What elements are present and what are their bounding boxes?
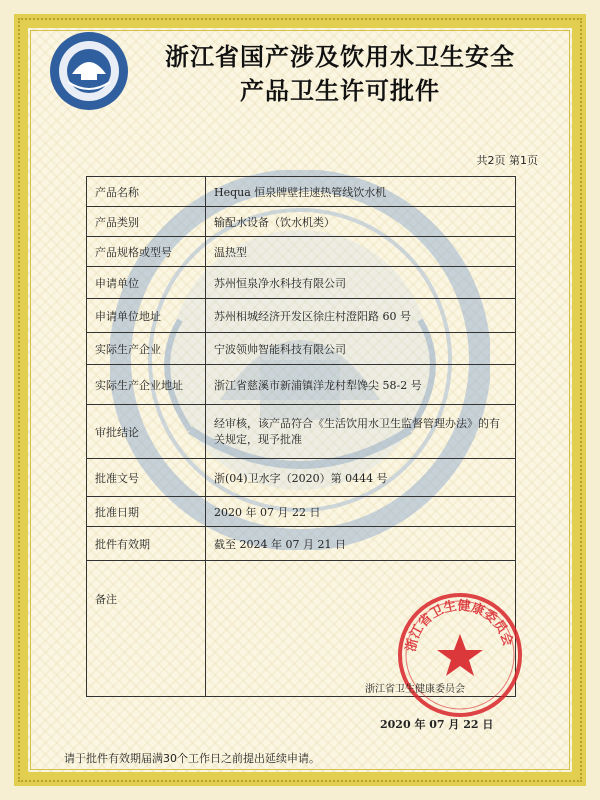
row-value: 浙江省慈溪市新浦镇洋龙村犁馋尖 58-2 号	[206, 365, 516, 405]
row-value: 经审核，该产品符合《生活饮用水卫生监督管理办法》的有关规定，现予批准	[206, 405, 516, 459]
row-label: 产品名称	[87, 177, 206, 207]
table-row	[87, 299, 516, 333]
row-label: 产品规格或型号	[87, 237, 206, 267]
row-value: Hequa 恒泉牌壁挂速热管线饮水机	[206, 177, 516, 207]
row-label: 备注	[87, 561, 206, 697]
table-row	[87, 497, 516, 527]
row-value: 温热型	[206, 237, 516, 267]
official-seal	[395, 590, 525, 720]
title-line-1: 浙江省国产涉及饮用水卫生安全	[165, 43, 515, 71]
row-value: 苏州相城经济开发区徐庄村澄阳路 60 号	[206, 299, 516, 333]
table-row	[87, 527, 516, 561]
document-title	[140, 40, 540, 108]
row-label: 实际生产企业地址	[87, 365, 206, 405]
table-row	[87, 333, 516, 365]
row-value: 输配水设备（饮水机类）	[206, 207, 516, 237]
row-label: 申请单位	[87, 267, 206, 299]
row-label: 产品类别	[87, 207, 206, 237]
page-indicator: 共2页 第1页	[476, 154, 538, 167]
row-value: 苏州恒泉净水科技有限公司	[206, 267, 516, 299]
table-row	[87, 459, 516, 497]
row-value: 宁波领帅智能科技有限公司	[206, 333, 516, 365]
table-row	[87, 237, 516, 267]
table-row	[87, 267, 516, 299]
row-label: 批准日期	[87, 497, 206, 527]
row-label: 审批结论	[87, 405, 206, 459]
row-label: 批件有效期	[87, 527, 206, 561]
table-row	[87, 365, 516, 405]
row-label: 实际生产企业	[87, 333, 206, 365]
health-inspection-logo	[48, 30, 130, 112]
seal-text: 浙江省卫生健康委员会	[403, 598, 516, 653]
issue-date: 2020 年 07 月 22 日	[380, 718, 494, 731]
row-value: 2020 年 07 月 22 日	[206, 497, 516, 527]
table-row	[87, 177, 516, 207]
footer-note: 请于批件有效期届满30个工作日之前提出延续申请。	[64, 752, 320, 765]
row-value: 浙(04)卫水字（2020）第 0444 号	[206, 459, 516, 497]
table-row	[87, 405, 516, 459]
row-label: 批准文号	[87, 459, 206, 497]
row-label: 申请单位地址	[87, 299, 206, 333]
row-value: 截至 2024 年 07 月 21 日	[206, 527, 516, 561]
table-row	[87, 207, 516, 237]
issuer-name: 浙江省卫生健康委员会	[365, 684, 465, 695]
title-line-2: 产品卫生许可批件	[240, 77, 440, 105]
